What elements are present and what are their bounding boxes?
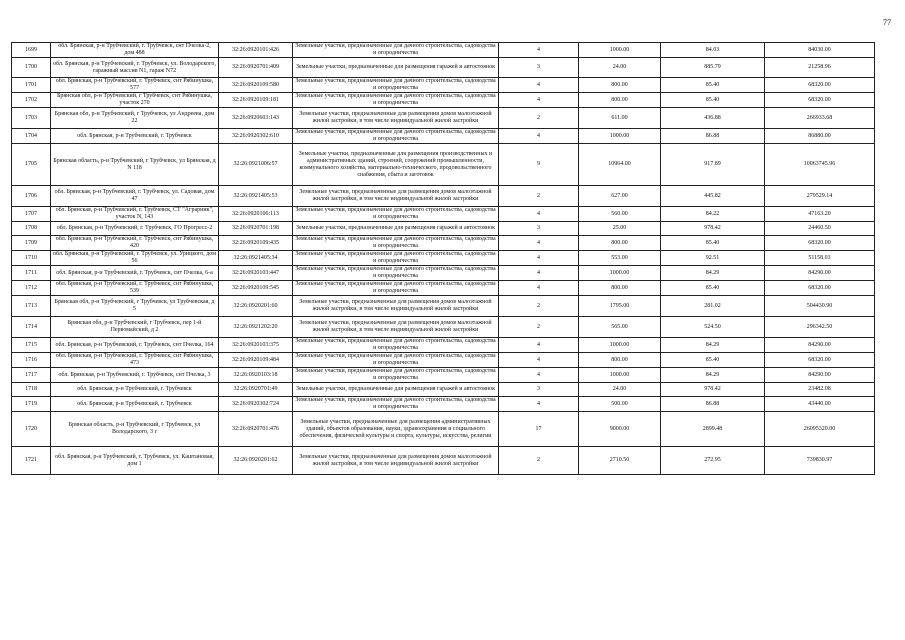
- specific-value-cell: 85.40: [661, 78, 765, 93]
- land-use-cell: Земельные участки, предназначенные для дачного строительства, садоводства и огородничества: [293, 266, 499, 281]
- table-row: [12, 222, 875, 236]
- cadastral-value-cell: 84290.00: [765, 266, 875, 281]
- cadastral-value-cell: 279529.14: [765, 186, 875, 207]
- row-number-cell: 1702: [12, 93, 51, 108]
- address-cell: обл. Брянская, р-н Трубчевский, г. Трубчевск, ул. Каштановая, дом 1: [51, 447, 219, 475]
- table-row: [12, 447, 875, 475]
- table-row: [12, 412, 875, 447]
- specific-value-cell: 436.88: [661, 108, 765, 129]
- group-cell: 4: [499, 281, 579, 296]
- area-cell: 800.00: [579, 93, 661, 108]
- specific-value-cell: 885.79: [661, 58, 765, 78]
- area-cell: 1000.00: [579, 266, 661, 281]
- group-cell: 4: [499, 207, 579, 222]
- area-cell: 800.00: [579, 78, 661, 93]
- table-row: [12, 353, 875, 368]
- table-row: [12, 397, 875, 412]
- specific-value-cell: 281.02: [661, 296, 765, 317]
- cadastral-number-cell: 32:26:0920109:580: [219, 78, 293, 93]
- address-cell: Брянская обл, р-н Трубчевский, г Трубчевск, ул Трубчевская, д 5: [51, 296, 219, 317]
- cadastral-number-cell: 32:26:0921405:53: [219, 186, 293, 207]
- address-cell: обл. Брянская, р-н Трубчевский, г. Трубчевск, ул. Урицкого, дом 56: [51, 251, 219, 266]
- table-row: [12, 58, 875, 78]
- table-row: [12, 281, 875, 296]
- address-cell: обл. Брянская, р-н Трубчевский, г. Трубчевск, ул. Садовая, дом 47: [51, 186, 219, 207]
- cadastral-value-cell: 21258.96: [765, 58, 875, 78]
- table-row: [12, 317, 875, 338]
- table-row: [12, 266, 875, 281]
- row-number-cell: 1720: [12, 412, 51, 447]
- cadastral-number-cell: 32:26:0920109:484: [219, 353, 293, 368]
- row-number-cell: 1701: [12, 78, 51, 93]
- group-cell: 4: [499, 129, 579, 144]
- address-cell: обл. Брянская, р-н Трубчевский, г. Трубчевск, снт Пчелка, 3: [51, 368, 219, 383]
- group-cell: 4: [499, 251, 579, 266]
- land-use-cell: Земельные участки, предназначенные для размещения гаражей и автостоянок: [293, 222, 499, 236]
- cadastral-number-cell: 32:26:0920103:447: [219, 266, 293, 281]
- table-row: [12, 338, 875, 353]
- land-use-cell: Земельные участки, предназначенные для дачного строительства, садоводства и огородничества: [293, 129, 499, 144]
- group-cell: 4: [499, 78, 579, 93]
- land-registry-table: [11, 42, 875, 475]
- cadastral-value-cell: 51158.03: [765, 251, 875, 266]
- row-number-cell: 1718: [12, 383, 51, 397]
- group-cell: 3: [499, 222, 579, 236]
- specific-value-cell: 84.29: [661, 338, 765, 353]
- group-cell: 4: [499, 353, 579, 368]
- cadastral-value-cell: 43440.00: [765, 397, 875, 412]
- cadastral-number-cell: 32:26:0920103:18: [219, 368, 293, 383]
- area-cell: 1000.00: [579, 338, 661, 353]
- cadastral-value-cell: 10063745.96: [765, 144, 875, 186]
- address-cell: Брянская обл, р-н Трубчевский, г Трубчевск, снт Рябинушка, участок 270: [51, 93, 219, 108]
- area-cell: 800.00: [579, 236, 661, 251]
- land-use-cell: Земельные участки, предназначенные для размещения домов малоэтажной жилой застройки, в том числе индивидуальной жилой застройки: [293, 317, 499, 338]
- specific-value-cell: 524.50: [661, 317, 765, 338]
- area-cell: 9000.00: [579, 412, 661, 447]
- table-row: [12, 368, 875, 383]
- group-cell: 4: [499, 236, 579, 251]
- specific-value-cell: 92.51: [661, 251, 765, 266]
- row-number-cell: 1709: [12, 236, 51, 251]
- cadastral-number-cell: 32:26:0920106:113: [219, 207, 293, 222]
- land-use-cell: Земельные участки, предназначенные для дачного строительства, садоводства и огородничества: [293, 368, 499, 383]
- cadastral-value-cell: 68320.00: [765, 236, 875, 251]
- cadastral-number-cell: 32:26:0920101:426: [219, 43, 293, 58]
- row-number-cell: 1704: [12, 129, 51, 144]
- area-cell: 500.00: [579, 397, 661, 412]
- table-row: [12, 144, 875, 186]
- land-use-cell: Земельные участки, предназначенные для дачного строительства, садоводства и огородничества: [293, 236, 499, 251]
- land-use-cell: Земельные участки, предназначенные для размещения домов малоэтажной жилой застройки, в том числе индивидуальной жилой застройки: [293, 186, 499, 207]
- cadastral-value-cell: 68320.00: [765, 281, 875, 296]
- group-cell: 2: [499, 317, 579, 338]
- address-cell: обл. Брянская, р-н Трубчевский, г. Трубчевск, СТ "Аграрник", участок N, 143: [51, 207, 219, 222]
- group-cell: 2: [499, 108, 579, 129]
- cadastral-value-cell: 739830.97: [765, 447, 875, 475]
- row-number-cell: 1707: [12, 207, 51, 222]
- cadastral-value-cell: 68320.00: [765, 93, 875, 108]
- row-number-cell: 1700: [12, 58, 51, 78]
- cadastral-value-cell: 47163.20: [765, 207, 875, 222]
- table-row: [12, 93, 875, 108]
- cadastral-value-cell: 68320.00: [765, 78, 875, 93]
- land-use-cell: Земельные участки, предназначенные для размещения домов малоэтажной жилой застройки, в том числе индивидуальной жилой застройки: [293, 296, 499, 317]
- specific-value-cell: 272.95: [661, 447, 765, 475]
- address-cell: Брянская область, р-н Трубчевский, г Трубчевск, ул Володарского, 3 г: [51, 412, 219, 447]
- row-number-cell: 1714: [12, 317, 51, 338]
- address-cell: обл. Брянская, р-н Трубчевский, г. Трубчевск, снт Рябинушка, 539: [51, 281, 219, 296]
- cadastral-value-cell: 26095320.00: [765, 412, 875, 447]
- specific-value-cell: 917.89: [661, 144, 765, 186]
- row-number-cell: 1705: [12, 144, 51, 186]
- group-cell: 4: [499, 368, 579, 383]
- land-use-cell: Земельные участки, предназначенные для размещения домов малоэтажной жилой застройки, в том числе индивидуальной жилой застройки: [293, 447, 499, 475]
- group-cell: 2: [499, 186, 579, 207]
- area-cell: 10964.00: [579, 144, 661, 186]
- land-use-cell: Земельные участки, предназначенные для дачного строительства, садоводства и огородничества: [293, 78, 499, 93]
- page-number: 77: [883, 18, 891, 27]
- group-cell: 3: [499, 58, 579, 78]
- table-row: [12, 207, 875, 222]
- row-number-cell: 1717: [12, 368, 51, 383]
- address-cell: Брянская область, р-н Трубчевский, г Трубчевск, ул Брянская, д N 118: [51, 144, 219, 186]
- row-number-cell: 1719: [12, 397, 51, 412]
- area-cell: 560.00: [579, 207, 661, 222]
- land-use-cell: Земельные участки, предназначенные для дачного строительства, садоводства и огородничества: [293, 93, 499, 108]
- area-cell: 24.00: [579, 58, 661, 78]
- land-use-cell: Земельные участки, предназначенные для дачного строительства, садоводства и огородничества: [293, 353, 499, 368]
- group-cell: 9: [499, 144, 579, 186]
- cadastral-number-cell: 32:26:0921006:57: [219, 144, 293, 186]
- row-number-cell: 1710: [12, 251, 51, 266]
- cadastral-value-cell: 84290.00: [765, 338, 875, 353]
- group-cell: 4: [499, 93, 579, 108]
- land-use-cell: Земельные участки, предназначенные для размещения гаражей и автостоянок: [293, 383, 499, 397]
- table-row: [12, 186, 875, 207]
- cadastral-number-cell: 32:26:0921202:20: [219, 317, 293, 338]
- row-number-cell: 1711: [12, 266, 51, 281]
- address-cell: обл. Брянская, р-н Трубчевский, г. Трубчевск, снт Пчелка, 6-а: [51, 266, 219, 281]
- address-cell: обл. Брянская, р-н Трубчевский, г. Трубчевск, ГО Прогресс-2: [51, 222, 219, 236]
- specific-value-cell: 85.40: [661, 353, 765, 368]
- land-use-cell: Земельные участки, предназначенные для размещения административных зданий, объектов образования, науки, здравоохранения и социального обеспечения, физической культуры и спорта, культуры, искусства, религии: [293, 412, 499, 447]
- specific-value-cell: 84.29: [661, 368, 765, 383]
- cadastral-value-cell: 266933.68: [765, 108, 875, 129]
- cadastral-number-cell: 32:26:0920109:545: [219, 281, 293, 296]
- cadastral-number-cell: 32:26:0920109:435: [219, 236, 293, 251]
- cadastral-value-cell: 86880.00: [765, 129, 875, 144]
- land-use-cell: Земельные участки, предназначенные для дачного строительства, садоводства и огородничества: [293, 43, 499, 58]
- row-number-cell: 1716: [12, 353, 51, 368]
- cadastral-value-cell: 84290.00: [765, 368, 875, 383]
- address-cell: обл. Брянская, р-н Трубчевский, г. Трубчевск: [51, 397, 219, 412]
- row-number-cell: 1715: [12, 338, 51, 353]
- group-cell: 17: [499, 412, 579, 447]
- cadastral-value-cell: 24460.50: [765, 222, 875, 236]
- group-cell: 2: [499, 296, 579, 317]
- specific-value-cell: 2899.48: [661, 412, 765, 447]
- cadastral-value-cell: 68320.00: [765, 353, 875, 368]
- group-cell: 4: [499, 338, 579, 353]
- table-row: [12, 78, 875, 93]
- area-cell: 1000.00: [579, 43, 661, 58]
- cadastral-value-cell: 504430.90: [765, 296, 875, 317]
- address-cell: обл. Брянская, р-н Трубчевский, г. Трубчевск, снт Рябинушка, 577: [51, 78, 219, 93]
- specific-value-cell: 85.40: [661, 93, 765, 108]
- specific-value-cell: 978.42: [661, 222, 765, 236]
- row-number-cell: 1703: [12, 108, 51, 129]
- land-use-cell: Земельные участки, предназначенные для размещения производственных и административных зданий, строений, сооружений промышленности, коммунального хозяйства, материально-технического, продовольственного снабжения, сбыта и заготовок: [293, 144, 499, 186]
- group-cell: 4: [499, 43, 579, 58]
- land-use-cell: Земельные участки, предназначенные для дачного строительства, садоводства и огородничества: [293, 251, 499, 266]
- area-cell: 1000.00: [579, 368, 661, 383]
- land-use-cell: Земельные участки, предназначенные для размещения гаражей и автостоянок: [293, 58, 499, 78]
- cadastral-number-cell: 32:26:0920701:409: [219, 58, 293, 78]
- cadastral-number-cell: 32:26:0920302:724: [219, 397, 293, 412]
- address-cell: обл. Брянская, р-н Трубчевский, г. Трубчевск, снт Пчелка-2, дом 488: [51, 43, 219, 58]
- address-cell: обл. Брянская, р-н Трубчевский, г. Трубчевск, снт Пчелка, 164: [51, 338, 219, 353]
- specific-value-cell: 84.03: [661, 43, 765, 58]
- cadastral-number-cell: 32:26:0920603:143: [219, 108, 293, 129]
- address-cell: обл. Брянская, р-н Трубчевский, г. Трубчевск, снт Рябинушка, 473: [51, 353, 219, 368]
- specific-value-cell: 86.88: [661, 397, 765, 412]
- area-cell: 2710.50: [579, 447, 661, 475]
- area-cell: 800.00: [579, 353, 661, 368]
- specific-value-cell: 86.88: [661, 129, 765, 144]
- land-use-cell: Земельные участки, предназначенные для дачного строительства, садоводства и огородничества: [293, 281, 499, 296]
- specific-value-cell: 84.29: [661, 266, 765, 281]
- area-cell: 25.00: [579, 222, 661, 236]
- cadastral-number-cell: 32:26:0920701:198: [219, 222, 293, 236]
- cadastral-number-cell: 32:26:0920201:60: [219, 296, 293, 317]
- address-cell: Брянская обл, р-н Трубчевский, г Трубчевск, ул Андреева, дом 22: [51, 108, 219, 129]
- row-number-cell: 1721: [12, 447, 51, 475]
- area-cell: 611.00: [579, 108, 661, 129]
- specific-value-cell: 85.40: [661, 236, 765, 251]
- land-use-cell: Земельные участки, предназначенные для размещения домов малоэтажной жилой застройки, в том числе индивидуальной жилой застройки: [293, 108, 499, 129]
- table-row: [12, 236, 875, 251]
- address-cell: обл. Брянская, р-н Трубчевский, г. Трубчевск: [51, 383, 219, 397]
- area-cell: 627.00: [579, 186, 661, 207]
- cadastral-number-cell: 32:26:0921405:34: [219, 251, 293, 266]
- area-cell: 1000.00: [579, 129, 661, 144]
- cadastral-number-cell: 32:26:0920302:610: [219, 129, 293, 144]
- cadastral-number-cell: 32:26:0920103:375: [219, 338, 293, 353]
- specific-value-cell: 978.42: [661, 383, 765, 397]
- table-row: [12, 43, 875, 58]
- address-cell: обл. Брянская, р-н Трубчевский, г. Трубчевск: [51, 129, 219, 144]
- area-cell: 1795.00: [579, 296, 661, 317]
- row-number-cell: 1699: [12, 43, 51, 58]
- area-cell: 565.00: [579, 317, 661, 338]
- group-cell: 2: [499, 447, 579, 475]
- address-cell: обл. Брянская, р-н Трубчевский, г. Трубчевск, снт Рябинушка, 420: [51, 236, 219, 251]
- area-cell: 800.00: [579, 281, 661, 296]
- row-number-cell: 1713: [12, 296, 51, 317]
- specific-value-cell: 445.82: [661, 186, 765, 207]
- row-number-cell: 1712: [12, 281, 51, 296]
- cadastral-number-cell: 32:26:0920201:62: [219, 447, 293, 475]
- cadastral-number-cell: 32:26:0920701:49: [219, 383, 293, 397]
- group-cell: 4: [499, 397, 579, 412]
- cadastral-value-cell: 296342.50: [765, 317, 875, 338]
- row-number-cell: 1706: [12, 186, 51, 207]
- group-cell: 3: [499, 383, 579, 397]
- address-cell: обл. Брянская, р-н Трубчевский, г. Трубчевск, ул. Володарского, гаражный массив N1, гараж N72: [51, 58, 219, 78]
- table-row: [12, 129, 875, 144]
- table-row: [12, 108, 875, 129]
- cadastral-number-cell: 32:26:0920109:181: [219, 93, 293, 108]
- specific-value-cell: 84.22: [661, 207, 765, 222]
- table-row: [12, 251, 875, 266]
- area-cell: 553.00: [579, 251, 661, 266]
- cadastral-number-cell: 32:26:0920701:476: [219, 412, 293, 447]
- land-use-cell: Земельные участки, предназначенные для дачного строительства, садоводства и огородничества: [293, 207, 499, 222]
- cadastral-value-cell: 23482.08: [765, 383, 875, 397]
- land-use-cell: Земельные участки, предназначенные для дачного строительства, садоводства и огородничества: [293, 338, 499, 353]
- address-cell: Брянская обл, р-н Трубчевский, г Трубчевск, пер 1-й Первомайский, д 2: [51, 317, 219, 338]
- cadastral-value-cell: 84030.00: [765, 43, 875, 58]
- group-cell: 4: [499, 266, 579, 281]
- area-cell: 24.00: [579, 383, 661, 397]
- table-row: [12, 383, 875, 397]
- row-number-cell: 1708: [12, 222, 51, 236]
- specific-value-cell: 85.40: [661, 281, 765, 296]
- table-row: [12, 296, 875, 317]
- land-use-cell: Земельные участки, предназначенные для дачного строительства, садоводства и огородничества: [293, 397, 499, 412]
